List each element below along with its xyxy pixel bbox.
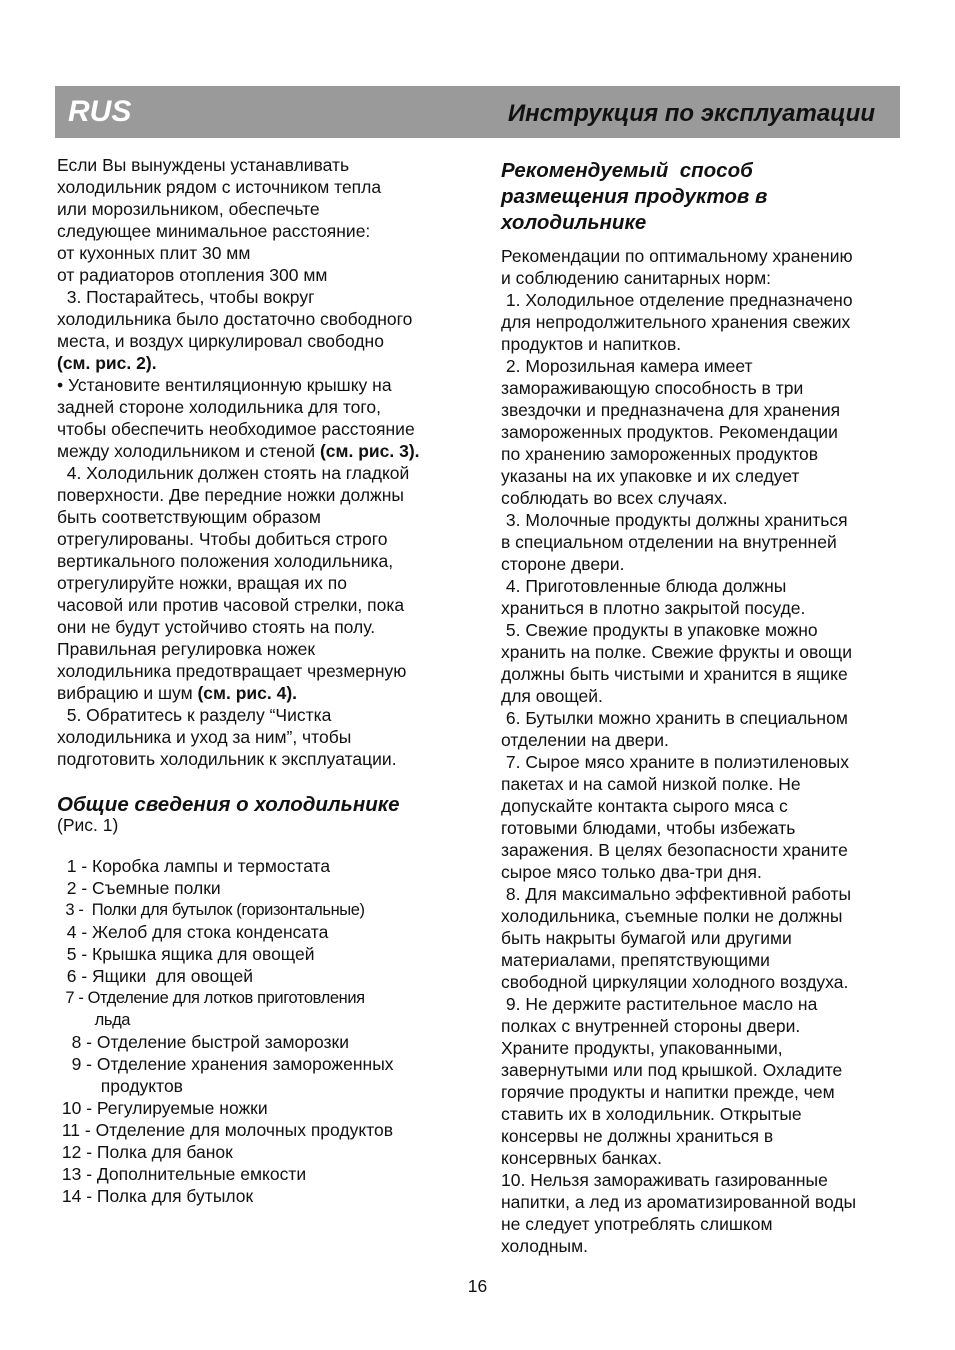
text-line: быть соответствующим образом [57,507,321,527]
list-item: 6 - Ящики для овощей [57,966,254,986]
text-line: готовыми блюдами, чтобы избежать [501,818,796,838]
text-line: звездочки и предназначена для хранения [501,400,841,420]
text-line: от кухонных плит 30 мм [57,243,251,263]
text-line: Правильная регулировка ножек [57,639,316,659]
text-line: замораживающую способность в три [501,378,804,398]
text-line: замороженных продуктов. Рекомендации [501,422,838,442]
item-3-paragraph [57,286,457,374]
list-item: 2 - Съемные полки [57,878,221,898]
text-line: и соблюдению санитарных норм: [501,268,771,288]
text-line: 3. Постарайтесь, чтобы вокруг [57,287,315,307]
bullet-last-line: между холодильником и стеной [57,441,320,461]
text-line: не следует употреблять слишком [501,1214,773,1234]
text-line: 1. Холодильное отделение предназначено [501,290,853,310]
text-line: храниться в плотно закрытой посуде. [501,598,806,618]
text-line: завернутыми или под крышкой. Охладите [501,1060,843,1080]
list-item: 4 - Желоб для стока конденсата [57,922,329,942]
text-line: допускайте контакта сырого мяса с [501,796,788,816]
list-item: 1 - Коробка лампы и термостата [57,856,331,876]
list-item: 8 - Отделение быстрой заморозки [57,1032,349,1052]
text-line: или морозильником, обеспечьте [57,199,320,219]
text-line: должны быть чистыми и хранится в ящике [501,664,848,684]
item-4-paragraph [57,462,457,704]
page-number: 16 [467,1276,488,1296]
text-line: холодильника и уход за ним”, чтобы [57,727,352,747]
text-line: в специальном отделении на внутренней [501,532,837,552]
left-column [57,154,457,1207]
list-item: продуктов [57,1076,183,1096]
text-line: хранить на полке. Свежие фрукты и овощи [501,642,852,662]
list-item: 7 - Отделение для лотков приготовления [57,989,365,1007]
text-line: 4. Приготовленные блюда должны [501,576,787,596]
header-bar [55,86,900,138]
text-line: соблюдать во всех случаях. [501,488,728,508]
list-item: 14 - Полка для бутылок [57,1186,254,1206]
general-info-heading: Общие сведения о холодильнике [57,793,400,816]
text-line: поверхности. Две передние ножки должны [57,485,404,505]
text-line: полках с внутренней стороны двери. [501,1016,801,1036]
item-5-paragraph [57,704,457,770]
text-line: 5. Обратитесь к разделу “Чистка [57,705,332,725]
text-line: отрегулируйте ножки, вращая их по [57,573,347,593]
text-line: напитки, а лед из ароматизированной воды [501,1192,857,1212]
text-line: холодильника было достаточно свободного [57,309,413,329]
item-4-figure-ref: (см. рис. 4). [197,683,298,703]
list-item: 13 - Дополнительные емкости [57,1164,307,1184]
text-line: 7. Сырое мясо храните в полиэтиленовых [501,752,849,772]
text-line: холодильника предотвращает чрезмерную [57,661,407,681]
item-3-figure-ref: (см. рис. 2). [57,353,157,373]
document-title: Инструкция по эксплуатации [507,100,875,127]
text-line: 9. Не держите растительное масло на [501,994,818,1014]
text-line: холодильника, съемные полки не должны [501,906,843,926]
list-item: 9 - Отделение хранения замороженных [57,1054,394,1074]
item-4-last-line: вибрацию и шум [57,683,198,703]
text-line: заражения. В целях безопасности храните [501,840,848,860]
parts-list [57,855,457,1207]
text-line: 2. Морозильная камера имеет [501,356,753,376]
text-line: Рекомендации по оптимальному хранению [501,246,853,266]
text-line: быть накрыты бумагой или другими [501,928,792,948]
text-line: • Установите вентиляционную крышку на [57,375,392,395]
text-line: от радиаторов отопления 300 мм [57,265,328,285]
text-line: стороне двери. [501,554,625,574]
recommendations-text [501,245,901,1257]
text-line: горячие продукты и напитки прежде, чем [501,1082,835,1102]
text-line: отрегулированы. Чтобы добиться строго [57,529,388,549]
text-line: часовой или против часовой стрелки, пока [57,595,405,615]
text-line: 3. Молочные продукты должны храниться [501,510,848,530]
text-line: подготовить холодильник к эксплуатации. [57,749,397,769]
placement-heading [501,158,901,236]
text-line: холодильник рядом с источником тепла [57,177,382,197]
text-line: 5. Свежие продукты в упаковке можно [501,620,818,640]
text-line: отделении на двери. [501,730,669,750]
list-item: 12 - Полка для банок [57,1142,233,1162]
clearance-paragraph [57,154,457,286]
text-line: чтобы обеспечить необходимое расстояние [57,419,415,439]
text-line: по хранению замороженных продуктов [501,444,819,464]
text-line: 8. Для максимально эффективной работы [501,884,852,904]
language-label: RUS [68,95,132,128]
list-item: 10 - Регулируемые ножки [57,1098,268,1118]
text-line: пакетах и на самой низкой полке. Не [501,774,801,794]
heading-line: размещения продуктов в [501,185,768,208]
heading-line: холодильнике [501,211,647,234]
text-line: места, и воздух циркулировал свободно [57,331,384,351]
text-line: Храните продукты, упакованными, [501,1038,783,1058]
list-item: 11 - Отделение для молочных продуктов [57,1120,394,1140]
text-line: 10. Нельзя замораживать газированные [501,1170,828,1190]
text-line: ставить их в холодильник. Открытые [501,1104,802,1124]
text-line: консервных банках. [501,1148,663,1168]
text-line: продуктов и напитков. [501,334,682,354]
text-line: вертикального положения холодильника, [57,551,394,571]
text-line: 6. Бутылки можно хранить в специальном [501,708,848,728]
text-line: Если Вы вынуждены устанавливать [57,155,350,175]
text-line: холодным. [501,1236,589,1256]
text-line: для непродолжительного хранения свежих [501,312,851,332]
text-line: сырое мясо только два-три дня. [501,862,762,882]
text-line: для овощей. [501,686,603,706]
list-item: 5 - Крышка ящика для овощей [57,944,315,964]
text-line: консервы не должны храниться в [501,1126,774,1146]
text-line: указаны на их упаковке и их следует [501,466,800,486]
heading-line: Рекомендуемый способ [501,159,753,182]
right-column [501,158,901,1257]
text-line: они не будут устойчиво стоять на полу. [57,617,376,637]
text-line: следующее минимальное расстояние: [57,221,371,241]
text-line: задней стороне холодильника для того, [57,397,381,417]
text-line: материалами, препятствующими [501,950,770,970]
list-item: льда [57,1011,131,1029]
text-line: свободной циркуляции холодного воздуха. [501,972,849,992]
vent-cover-bullet [57,374,457,462]
list-item: 3 - Полки для бутылок (горизонтальные) [57,901,365,919]
figure-1-note: (Рис. 1) [57,815,119,835]
bullet-figure-ref: (см. рис. 3). [319,441,420,461]
text-line: 4. Холодильник должен стоять на гладкой [57,463,410,483]
